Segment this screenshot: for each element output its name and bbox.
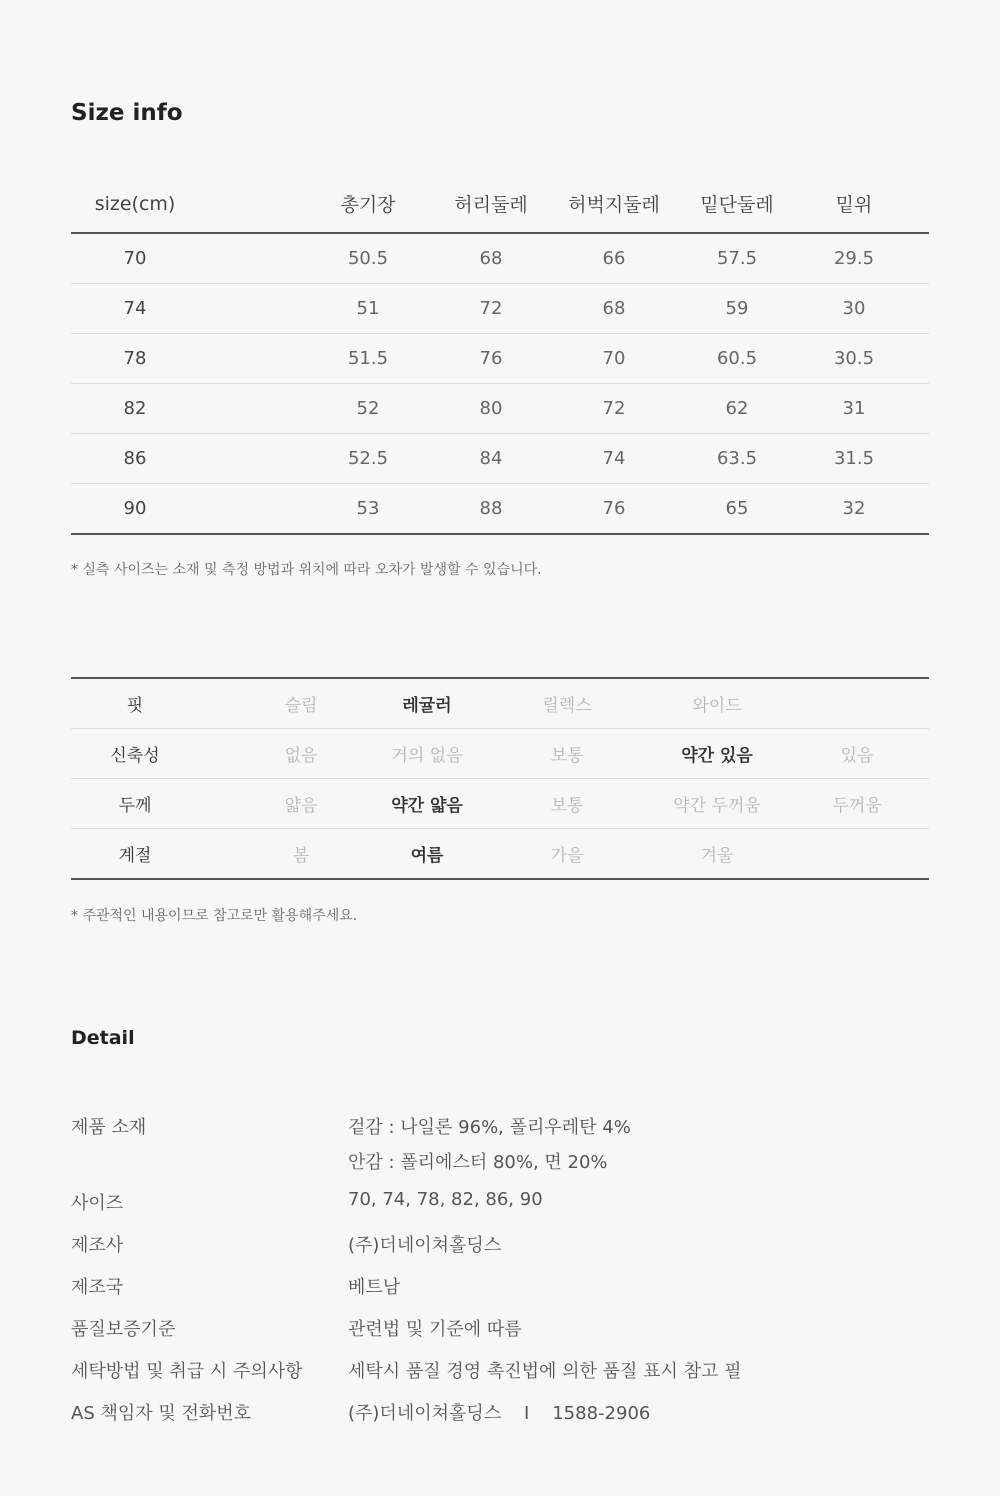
country-value: 베트남 (348, 1277, 401, 1298)
measure-cell: 70 (602, 348, 626, 369)
attribute-row (71, 779, 929, 829)
measure-cell: 68 (479, 248, 503, 269)
measure-cell: 59 (725, 298, 749, 319)
header-rise: 밑위 (835, 194, 873, 216)
material-inner: 안감 : 폴리에스터 80%, 면 20% (348, 1152, 608, 1173)
table-row (71, 384, 929, 434)
measure-cell: 76 (602, 498, 626, 519)
measure-cell: 80 (479, 398, 503, 419)
size-cell: 90 (123, 498, 147, 519)
attribute-row (71, 679, 929, 729)
attribute-option: 와이드 (692, 696, 742, 716)
attribute-note: * 주관적인 내용이므로 참고로만 활용해주세요. (71, 908, 358, 924)
attribute-option: 봄 (292, 846, 310, 866)
maker-value: (주)더네이쳐홀딩스 (348, 1235, 502, 1256)
attribute-option-selected: 약간 얇음 (391, 796, 463, 816)
attribute-option: 두꺼움 (832, 796, 882, 816)
measure-cell: 53 (356, 498, 380, 519)
attribute-option: 슬림 (284, 696, 318, 716)
size-table-header (71, 175, 929, 234)
measure-cell: 84 (479, 448, 503, 469)
attribute-option: 거의 없음 (391, 746, 463, 766)
header-waist: 허리둘레 (454, 194, 528, 216)
measure-cell: 74 (602, 448, 626, 469)
measure-cell: 32 (842, 498, 866, 519)
attribute-option-selected: 약간 있음 (681, 746, 753, 766)
measure-cell: 30.5 (833, 348, 875, 369)
measure-cell: 31 (842, 398, 866, 419)
measure-cell: 68 (602, 298, 626, 319)
measure-cell: 66 (602, 248, 626, 269)
attribute-row (71, 829, 929, 880)
measure-cell: 51.5 (347, 348, 389, 369)
attribute-option: 릴렉스 (542, 696, 592, 716)
attribute-label: 신축성 (110, 746, 160, 766)
table-row (71, 234, 929, 284)
size-info-title: Size info (71, 100, 183, 126)
attribute-label: 핏 (126, 696, 144, 716)
measure-cell: 72 (479, 298, 503, 319)
size-cell: 70 (123, 248, 147, 269)
attribute-option: 없음 (284, 746, 318, 766)
attribute-option: 보통 (550, 746, 584, 766)
size-table (71, 175, 929, 535)
header-thigh: 허벅지둘레 (568, 194, 660, 216)
size-cell: 78 (123, 348, 147, 369)
detail-title: Detail (71, 1027, 135, 1049)
measure-cell: 52.5 (347, 448, 389, 469)
size-cell: 82 (123, 398, 147, 419)
measure-cell: 76 (479, 348, 503, 369)
table-row (71, 484, 929, 535)
measure-cell: 65 (725, 498, 749, 519)
measure-cell: 51 (356, 298, 380, 319)
table-row (71, 334, 929, 384)
attribute-label: 계절 (118, 846, 152, 866)
attribute-table (71, 677, 929, 880)
attribute-label: 두께 (118, 796, 152, 816)
measure-cell: 31.5 (833, 448, 875, 469)
header-size: size(cm) (94, 192, 176, 215)
measure-cell: 50.5 (347, 248, 389, 269)
quality-value: 관련법 및 기준에 따름 (348, 1319, 522, 1340)
measure-cell: 30 (842, 298, 866, 319)
size-cell: 86 (123, 448, 147, 469)
measure-cell: 57.5 (716, 248, 758, 269)
as-value: (주)더네이쳐홀딩스 I 1588-2906 (348, 1403, 651, 1424)
size-value: 70, 74, 78, 82, 86, 90 (348, 1189, 543, 1210)
attribute-option: 얇음 (284, 796, 318, 816)
size-note: * 실측 사이즈는 소재 및 측정 방법과 위치에 따라 오차가 발생할 수 있습니다. (71, 562, 542, 578)
table-row (71, 284, 929, 334)
material-outer: 겉감 : 나일론 96%, 폴리우레탄 4% (348, 1117, 631, 1138)
attribute-option-selected: 여름 (410, 846, 444, 866)
header-total-length: 총기장 (340, 194, 396, 216)
size-cell: 74 (123, 298, 147, 319)
measure-cell: 62 (725, 398, 749, 419)
measure-cell: 52 (356, 398, 380, 419)
country-label: 제조국 (71, 1277, 124, 1298)
wash-label: 세탁방법 및 취급 시 주의사항 (71, 1361, 303, 1382)
quality-label: 품질보증기준 (71, 1319, 176, 1340)
measure-cell: 88 (479, 498, 503, 519)
material-label: 제품 소재 (71, 1117, 147, 1138)
attribute-row (71, 729, 929, 779)
attribute-option: 가을 (550, 846, 584, 866)
attribute-option-selected: 레귤러 (402, 696, 452, 716)
measure-cell: 29.5 (833, 248, 875, 269)
measure-cell: 72 (602, 398, 626, 419)
as-label: AS 책임자 및 전화번호 (71, 1403, 252, 1424)
attribute-option: 겨울 (700, 846, 734, 866)
header-hem: 밑단둘레 (700, 194, 774, 216)
size-label: 사이즈 (71, 1193, 124, 1214)
measure-cell: 63.5 (716, 448, 758, 469)
wash-value: 세탁시 품질 경영 촉진법에 의한 품질 표시 참고 필 (348, 1361, 742, 1382)
attribute-option: 있음 (840, 746, 874, 766)
attribute-option: 약간 두꺼움 (673, 796, 761, 816)
table-row (71, 434, 929, 484)
maker-label: 제조사 (71, 1235, 124, 1256)
attribute-option: 보통 (550, 796, 584, 816)
measure-cell: 60.5 (716, 348, 758, 369)
